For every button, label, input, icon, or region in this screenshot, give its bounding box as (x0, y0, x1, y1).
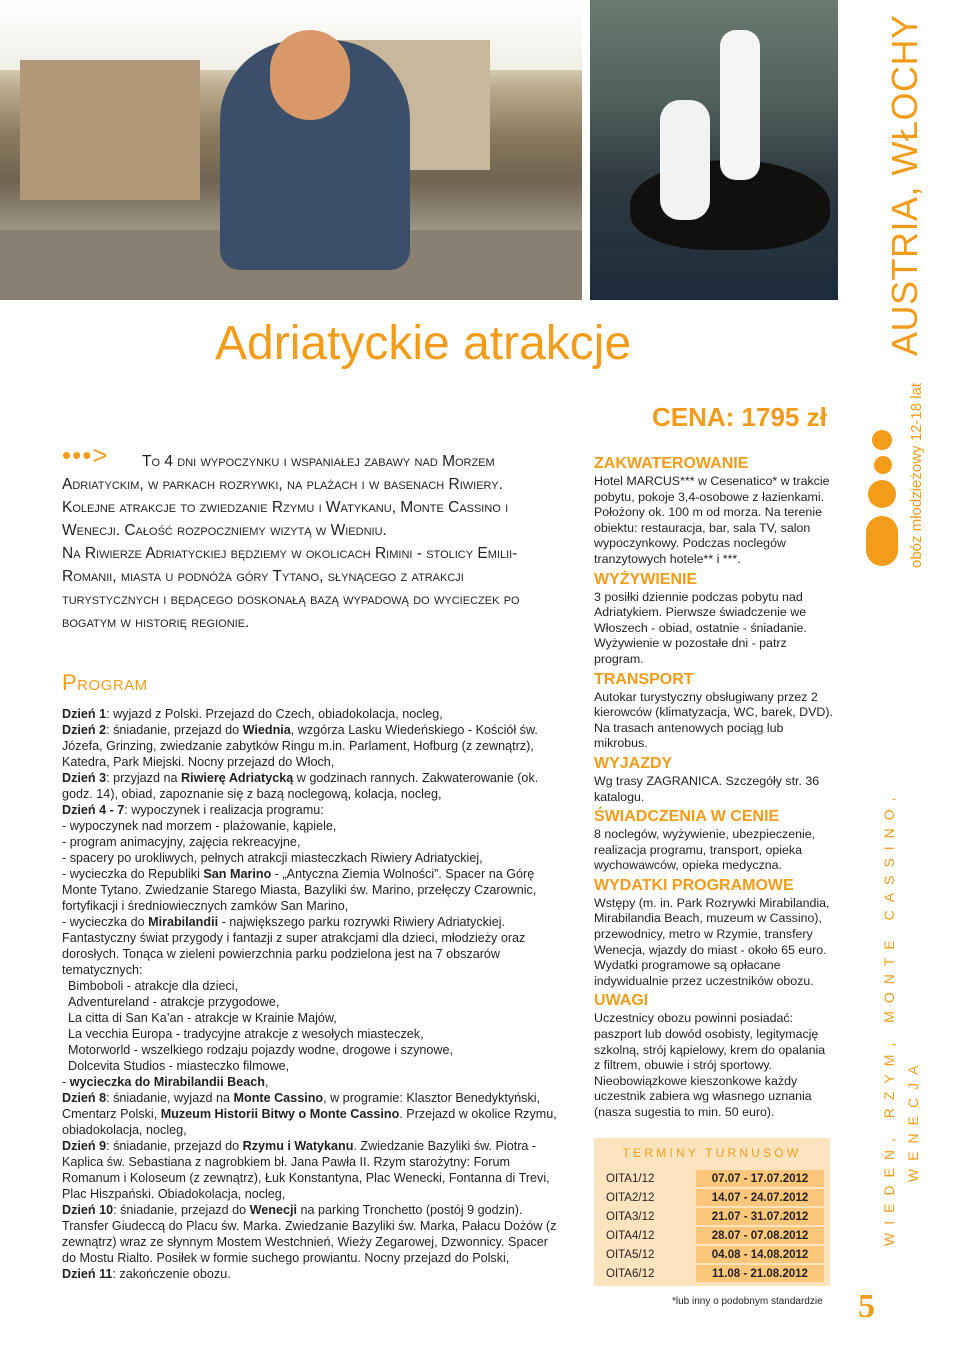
side-places-line-1: WIEDEŃ, RZYM, MONTE CASSINO, (881, 789, 897, 1246)
term-row (602, 1246, 824, 1265)
term-row (602, 1208, 824, 1227)
section-text: 8 noclegów, wyżywienie, ubezpieczenie, realizacja programu, transport, opieka wychowawców, opieka medyczna. (594, 827, 816, 873)
program-line-text: , (264, 1075, 269, 1089)
section-heading: TRANSPORT (594, 670, 694, 688)
program-line-text: - program animacyjny, zajęcia rekreacyjne, (62, 835, 301, 849)
program-line-bold: Mirabilandii (148, 915, 219, 929)
section-text: Hotel MARCUS*** w Cesenatico* w trakcie pobytu, pokoje 3,4-osobowe z łazienkami. Położony ok. 100 m od morza. Na terenie obiektu: restauracja, bar, sala TV, salon wypoczynkowy. Podczas noclegów tranzytowych hotele** i ***. (594, 474, 830, 566)
photo-venice-gondola (590, 0, 838, 300)
program-line (62, 994, 560, 1010)
program-line-text: - wypoczynek nad morzem - plażowanie, kąpiele, (62, 819, 337, 833)
arrow-dots-icon: •••> (62, 440, 109, 470)
side-title: AUSTRIA, WŁOCHY (884, 14, 925, 356)
term-code: OITA6/12 (606, 1268, 655, 1280)
section-text: Wstępy (m. in. Park Rozrywki Mirabilandia, Mirabilandia Beach, muzeum w Cassino), przewodnicy, metro w Rzymie, transfery Wenecja, wjazdy do miast - około 65 euro. Wydatki programowe są opłacane indywidualnie przez uczestników obozu. (594, 895, 830, 988)
program-line-bold: wycieczka do Mirabilandii Beach (69, 1075, 265, 1089)
program-line-text: La vecchia Europa - tradycyjne atrakcje z wesołych miasteczek, (68, 1027, 424, 1041)
program-line-text: Motorworld - wszelkiego rodzaju pojazdy wodne, drogowe i szynowe, (68, 1043, 453, 1057)
program-line-text: Adventureland - atrakcje przygodowe, (68, 995, 280, 1009)
section-heading: ZAKWATEROWANIE (594, 455, 749, 472)
program-list (62, 706, 560, 1282)
term-code: OITA2/12 (606, 1192, 655, 1204)
program-line-text: La citta di San Ka’an - atrakcje w Krainie Majów, (68, 1011, 337, 1025)
page-number: 5 (858, 1288, 875, 1325)
photo-gondolier-1 (660, 100, 710, 220)
program-line-bold: San Marino (203, 867, 272, 881)
intro-paragraph-2: Na Riwierze Adriatyckiej będziemy w okolicach Rimini - stolicy Emilii-Romanii, miasta u podnóża góry Tytano, słynącego z atrakcji turystycznych i będącego doskonałą bazą wypadową do wycieczek po bogatym w historię regionie. (62, 545, 520, 631)
program-line-text: - „Antyczna Ziemia Wolności”. Spacer na Górę Monte Tytano. Zwiedzanie Starego Miasta, Bazyliki św. Marino, przełęczy Czarownic, fortyfikacji i średniowiecznych zamków San Marino, (62, 867, 537, 913)
program-line-bold: Dzień 8 (62, 1091, 107, 1105)
program-line-text: - spacery po urokliwych, pełnych atrakcji miasteczkach Riwiery Adriatyckiej, (62, 851, 483, 865)
photo-rome-forum-boy (0, 0, 582, 300)
program-line-bold: Dzień 11 (62, 1267, 113, 1281)
program-line-text: - wycieczka do Republiki (62, 867, 204, 881)
dot (868, 480, 896, 508)
program-line (62, 722, 560, 770)
program-heading: Program (62, 670, 148, 695)
terms-heading: TERMINY TURNUSÓW (622, 1146, 802, 1160)
term-dates: 11.08 - 21.08.2012 (696, 1265, 824, 1282)
program-line (62, 1010, 560, 1026)
program-line-text: - wycieczka do (62, 915, 149, 929)
program-line-bold: Dzień 9 (62, 1139, 107, 1153)
program-line-text: : śniadanie, przejazd do (106, 1139, 243, 1153)
program-line-bold: Dzień 2 (62, 723, 107, 737)
dot (874, 456, 892, 474)
photo-gondolier-2 (720, 30, 760, 180)
term-row (602, 1170, 824, 1189)
program-line (62, 914, 560, 978)
program-line-text: Dolcevita Studios - miasteczko filmowe, (68, 1059, 290, 1073)
program-line-bold: Muzeum Historii Bitwy o Monte Cassino (160, 1107, 400, 1121)
section-heading: WYJAZDY (594, 754, 673, 772)
program-line (62, 834, 560, 850)
program-line (62, 850, 560, 866)
program-line-text: . Przejazd w okolice Rzymu, obiadokolacja, nocleg, (62, 1107, 557, 1137)
program-line-text: : śniadanie, przejazd do (113, 1203, 250, 1217)
program-line-bold: Dzień 1 (62, 707, 107, 721)
program-line-text: : śniadanie, wyjazd na (106, 1091, 234, 1105)
program-line (62, 1138, 560, 1202)
program-line-bold: Dzień 3 (62, 771, 107, 785)
section-heading: WYDATKI PROGRAMOWE (594, 876, 794, 894)
page-title: Adriatyckie atrakcje (215, 317, 632, 370)
program-line (62, 818, 560, 834)
term-code: OITA3/12 (606, 1211, 655, 1223)
program-line-text: - (62, 1075, 70, 1089)
program-line-text: - największego parku rozrywki Riwiery Adriatyckiej. Fantastyczny świat przygody i fantazji z super atrakcjami dla dzieci, młodzieży oraz dorosłych. Tonąca w zieleni powierzchnia parku podzielona jest na 7 obszarów tematycznych: (62, 915, 526, 977)
program-line (62, 770, 560, 802)
program-line-text: , w programie: Klasztor Benedyktyński, Cmentarz Polski, (62, 1091, 541, 1121)
term-code: OITA5/12 (606, 1249, 655, 1261)
program-line-bold: Monte Cassino (233, 1091, 324, 1105)
program-line-bold: Dzień 10 (62, 1203, 114, 1217)
program-line-bold: Wenecji (249, 1203, 298, 1217)
program-line-text: Bimboboli - atrakcje dla dzieci, (68, 979, 239, 993)
term-dates: 14.07 - 24.07.2012 (696, 1189, 824, 1206)
program-line (62, 1090, 560, 1138)
side-places (877, 789, 925, 1246)
program-line-bold: Dzień 4 - 7 (62, 803, 125, 817)
decorative-dots-icon (868, 430, 898, 570)
terms-table (594, 1138, 830, 1286)
program-line-bold: Rzymu i Watykanu (242, 1139, 354, 1153)
side-places-line-2: WENECJA (905, 1057, 921, 1182)
price: CENA: 1795 zł (652, 402, 827, 432)
term-row (602, 1227, 824, 1246)
intro-text (62, 450, 552, 634)
term-dates: 07.07 - 17.07.2012 (696, 1170, 824, 1187)
program-line-text: , wzgórza Lasku Wiedeńskiego - Kościół św. Józefa, Grinzing, zwiedzanie zabytków Ringu m.in. Parlament, Hofburg (z zewnątrz), Katedra, Park Miejski. Nocny przejazd do Włoch, (62, 723, 538, 769)
program-line-text: na parking Tronchetto (postój 9 godzin). Transfer Giudeccą do Placu św. Marka. Zwiedzanie Bazyliki św. Marka, Pałacu Dożów (z zewnątrz) wraz ze słynnym Mostem Westchnień, Wieży Zegarowej, Dzwonnicy. Spacer do Mostu Rialto. Posiłek w formie suchego prowiantu. Nocny przejazd do Polski, (62, 1203, 557, 1265)
program-line (62, 1266, 560, 1282)
program-line (62, 866, 560, 914)
info-column (594, 452, 834, 1121)
section-text: 3 posiłki dziennie podczas pobytu nad Adriatykiem. Pierwsze świadczenie we Włoszech - obiad, ostatnie - śniadanie. Wyżywienie w pozostałe dni - patrz program. (594, 589, 807, 666)
program-line (62, 978, 560, 994)
term-code: OITA4/12 (606, 1230, 655, 1242)
section-heading: WYŻYWIENIE (594, 570, 698, 588)
term-row (602, 1189, 824, 1208)
section-heading: UWAGI (594, 992, 649, 1010)
program-line-bold: Wiednia (242, 723, 291, 737)
program-line (62, 802, 560, 818)
footnote: *lub inny o podobnym standardzie (672, 1296, 823, 1307)
program-line (62, 1058, 560, 1074)
term-dates: 28.07 - 07.08.2012 (696, 1227, 824, 1244)
program-line-text: : wypoczynek i realizacja programu: (124, 803, 324, 817)
section-text: Uczestnicy obozu powinni posiadać: paszport lub dowód osobisty, legitymację szkolną, strój kąpielowy, krem do opalania z filtrem, obuwie i strój sportowy. Nieobowiązkowe kieszonkowe każdy uczestnik zabiera wg własnego uznania (nasza sugestia to min. 50 euro). (594, 1011, 826, 1119)
term-row (602, 1265, 824, 1284)
program-line-text: : przyjazd na (106, 771, 181, 785)
program-line-bold: Riwierę Adriatycką (181, 771, 294, 785)
program-line (62, 1202, 560, 1266)
section-heading: ŚWIADCZENIA W CENIE (594, 808, 780, 826)
program-line (62, 1042, 560, 1058)
program-line (62, 1026, 560, 1042)
section-text: Autokar turystyczny obsługiwany przez 2 kierowców (klimatyzacja, WC, barek, DVD). Na trasach antenowych pociąg lub mikrobus. (594, 689, 833, 751)
terms-list (602, 1170, 824, 1284)
program-line-text: : śniadanie, przejazd do (106, 723, 243, 737)
term-code: OITA1/12 (606, 1173, 655, 1185)
term-dates: 04.08 - 14.08.2012 (696, 1246, 824, 1263)
photo-ruins-left (20, 60, 200, 200)
program-line-text: : wyjazd z Polski. Przejazd do Czech, obiadokolacja, nocleg, (106, 707, 443, 721)
program-line-text: : zakończenie obozu. (112, 1267, 231, 1281)
intro-paragraph-1: To 4 dni wypoczynku i wspaniałej zabawy nad Morzem Adriatyckim, w parkach rozrywki, na plażach i w basenach Riwiery. Kolejne atrakcje to zwiedzanie Rzymu i Watykanu, Monte Cassino i Wenecji. Całość rozpoczniemy wizytą w Wiedniu. (62, 453, 509, 539)
program-line-text: . Zwiedzanie Bazyliki św. Piotra - Kaplica św. Sebastiana z nagrobkiem bł. Jana Pawła II. Rzym starożytny: Forum Romanum i Koloseum (z zewnątrz), Łuk Konstantyna, Plac Wenecki, Fontanna di Trevi, Plac Hiszpański. Obiadokolacja, nocleg, (62, 1139, 550, 1201)
program-line (62, 706, 560, 722)
dot (872, 430, 892, 450)
side-subtitle: obóz młodzieżowy 12-18 lat (908, 382, 925, 568)
photo-boy-head (270, 30, 350, 120)
program-line (62, 1074, 560, 1090)
program-line-text: w godzinach rannych. Zakwaterowanie (ok. godz. 14), obiad, zapoznanie się z bazą noclegową, kolacja, nocleg, (62, 771, 539, 801)
dot (866, 516, 898, 566)
section-text: Wg trasy ZAGRANICA. Szczegóły str. 36 katalogu. (594, 773, 820, 804)
term-dates: 21.07 - 31.07.2012 (696, 1208, 824, 1225)
